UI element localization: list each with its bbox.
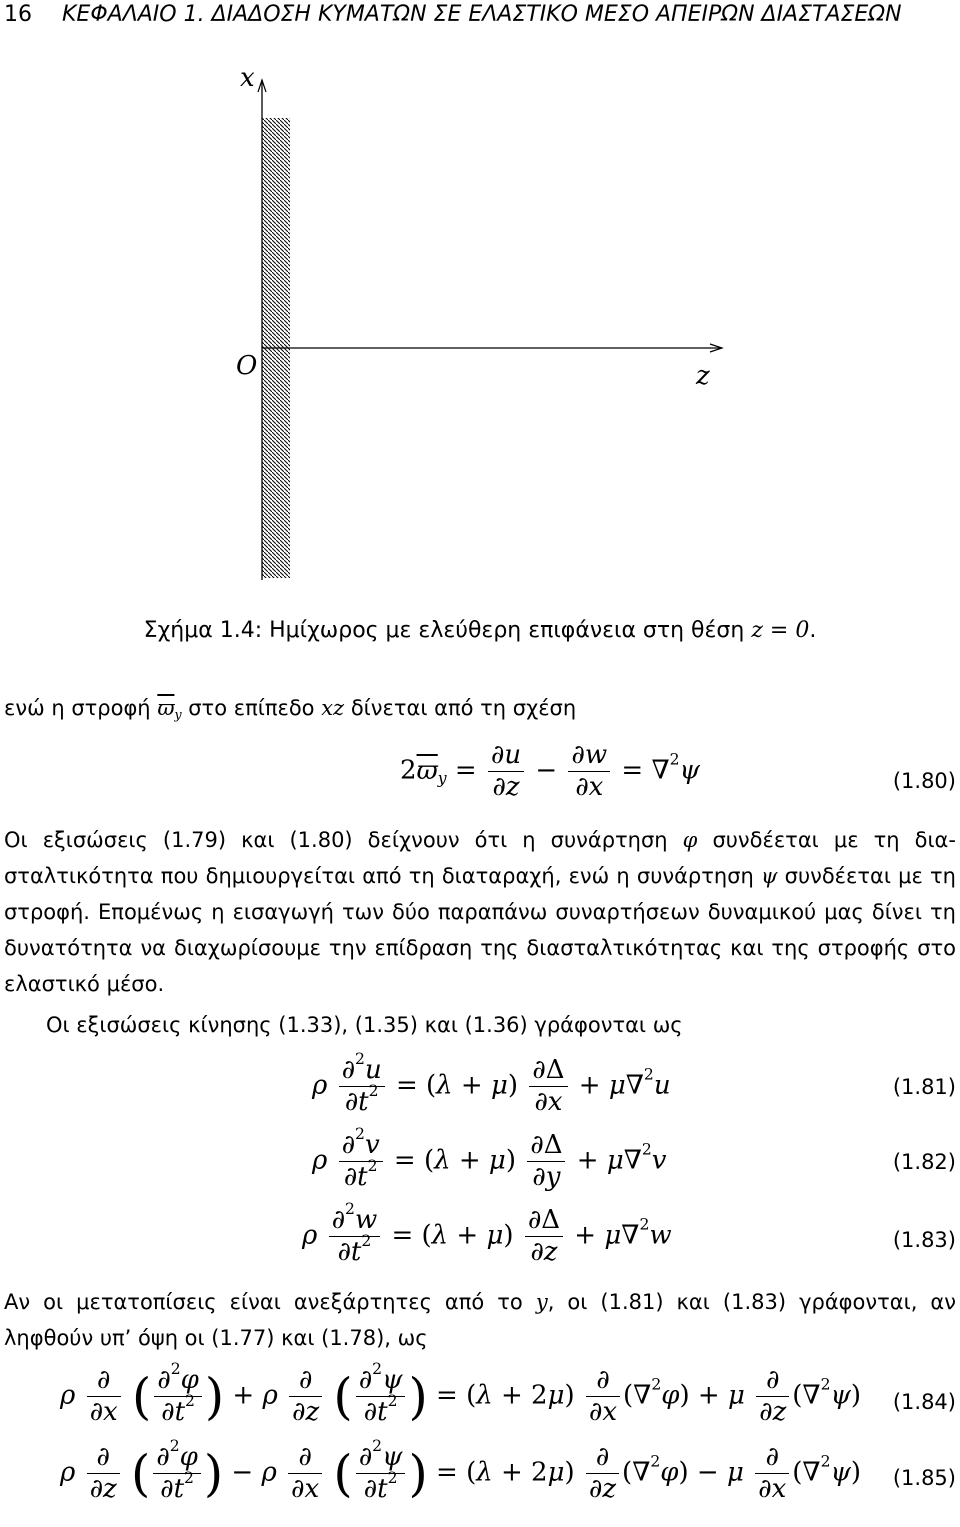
equation-1-85: ρ $\frac{\partial}{\partial z}$ ( $\frac{\partial^2\varphi}{\partial t^2}$ ) − ρ $\frac{\partial}{\partial x}$ ( $\frac{\partial^2\psi}{\partial t^2}$ ) = (λ + 2μ) $\frac{\partial}{\partial z}$ (∇$^2$φ) − μ $\frac{\partial}{\partial x}$ (∇$^2$ψ) xyxy=(60,1436,862,1505)
paragraph-2: Οι εξισώσεις κίνησης (1.33), (1.35) και (1.36) γράφονται ως xyxy=(46,1013,683,1037)
paragraph-3-text-b: , οι (1.81) και (1.83) γράφονται, αν ληφθούν υπ’ όψη οι (1.77) και (1.78), ως xyxy=(4,1290,956,1350)
paragraph-1-text-a: Οι εξισώσεις (1.79) και (1.80) δείχνουν ότι η συνάρτηση xyxy=(4,828,668,852)
phi-symbol: φ xyxy=(682,828,698,852)
origin-label: O xyxy=(236,351,258,381)
plane-symbol: xz xyxy=(321,696,345,720)
paragraph-1-text-b: συνδέεται με τη δια-σταλτικότητα που δημιουργείται από τη διαταραχή, ενώ η συνάρτηση xyxy=(4,828,956,888)
equation-number-1-81: (1.81) xyxy=(892,1075,956,1099)
y-symbol: y xyxy=(535,1290,548,1314)
figure-caption xyxy=(0,618,960,643)
intro-text-1: ενώ η στροφή xyxy=(4,696,151,720)
x-axis-label: x xyxy=(240,63,255,93)
intro-text-3: δίνεται από τη σχέση xyxy=(350,696,577,720)
chapter-title: ΚΕΦΑΛΑΙΟ 1. ΔΙΑΔΟΣΗ ΚΥΜΑΤΩΝ ΣΕ ΕΛΑΣΤΙΚΟ ΜΕΣΟ ΑΠΕΙΡΩΝ ΔΙΑΣΤΑΣΕΩΝ xyxy=(62,2,902,27)
caption-text: Σχήμα 1.4: Ημίχωρος με ελεύθερη επιφάνεια στη θέση xyxy=(143,618,745,643)
equation-number-1-80: (1.80) xyxy=(892,769,956,793)
paragraph-3-text-a: Αν οι μετατοπίσεις είναι ανεξάρτητες από το xyxy=(4,1290,523,1314)
equation-1-84: ρ $\frac{\partial}{\partial x}$ ( $\frac{\partial^2\varphi}{\partial t^2}$ ) + ρ $\frac{\partial}{\partial z}$ ( $\frac{\partial^2\psi}{\partial t^2}$ ) = (λ + 2μ) $\frac{\partial}{\partial x}$ (∇$^2$φ) + μ $\frac{\partial}{\partial z}$ (∇$^2$ψ) xyxy=(60,1359,862,1428)
equation-1-83: ρ $\frac{\partial^2w}{\partial t^2}$ = (λ + μ) $\frac{\partial\Delta}{\partial z}$ + μ∇$^2$w xyxy=(302,1199,672,1268)
equation-1-81: ρ $\frac{\partial^2u}{\partial t^2}$ = (λ + μ) $\frac{\partial\Delta}{\partial x}$ + μ∇$^2$u xyxy=(312,1049,671,1118)
equation-number-1-82: (1.82) xyxy=(892,1150,956,1174)
equation-number-1-83: (1.83) xyxy=(892,1228,956,1252)
psi-symbol: ψ xyxy=(761,864,778,888)
paragraph-1 xyxy=(4,822,956,1002)
paragraph-1-text-c: συνδέεται με τη στροφή. Επομένως η εισαγωγή των δύο παραπάνω συναρτήσεων δυναμικού μας δίνει τη δυνατότητα να διαχωρίσουμε την επίδραση της διασταλτικότητας και της στροφής στο ελαστικό μέσο. xyxy=(4,864,956,996)
equation-1-80: $2\overline{ϖ}_y$ = $\frac{\partial u}{\partial z}$ − $\frac{\partial w}{\partial x}$ = ∇$^2$ψ xyxy=(400,740,700,803)
page-number: 16 xyxy=(4,2,32,27)
intro-line xyxy=(4,690,576,726)
caption-math: z = 0 xyxy=(751,618,810,643)
page-header xyxy=(4,2,902,27)
equation-1-82: ρ $\frac{\partial^2v}{\partial t^2}$ = (λ + μ) $\frac{\partial\Delta}{\partial y}$ + μ∇$^2$v xyxy=(312,1124,667,1193)
z-axis-label: z xyxy=(696,361,710,391)
paragraph-3 xyxy=(4,1284,956,1356)
equation-number-1-85: (1.85) xyxy=(892,1466,956,1490)
equation-number-1-84: (1.84) xyxy=(892,1390,956,1414)
caption-period: . xyxy=(809,618,817,643)
intro-text-2: στο επίπεδο xyxy=(188,696,315,720)
half-space-figure xyxy=(0,40,960,600)
omega-y-symbol: $\overline{ϖ}_y$ xyxy=(157,696,182,722)
